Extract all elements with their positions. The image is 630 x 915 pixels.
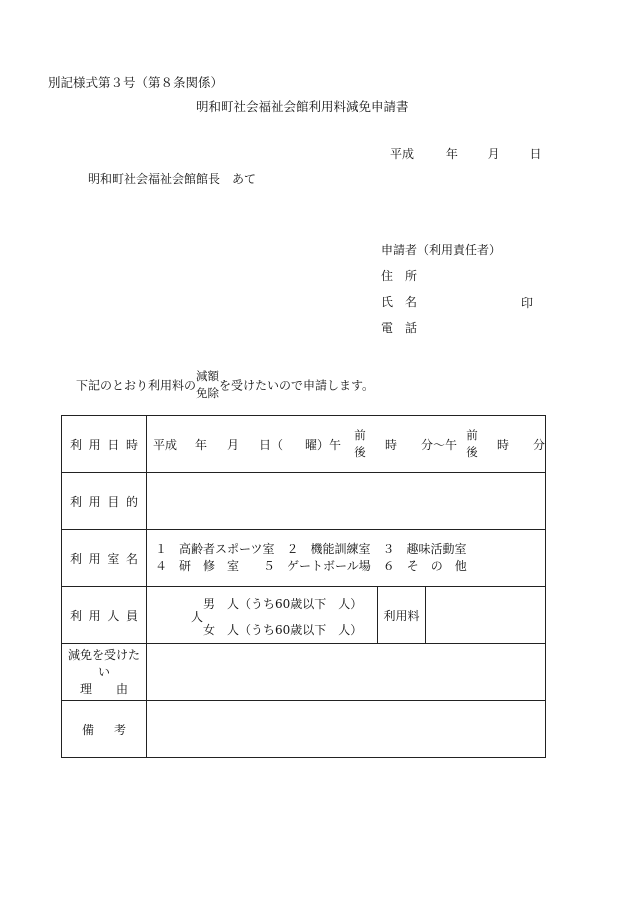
applicant-name: 氏 名 [381,295,418,309]
table-row [62,530,546,587]
reduction-exemption-choice: 減額 免除 [196,369,220,400]
applicant-address: 住 所 [381,269,418,283]
date-month: 月 [487,147,500,161]
ampm-choice-start: 前 後 [354,428,366,459]
table-row [62,587,546,644]
table-row [62,473,546,530]
people-row [146,587,545,644]
applicant-phone: 電 話 [381,321,418,335]
remarks-label: 備 考 [62,701,147,758]
fee-field[interactable] [426,587,545,643]
table-row [62,416,546,473]
request-after: を受けたいので申請します。 [219,378,375,393]
table-row [62,701,546,758]
date-era: 平成 [390,147,415,161]
table-row [62,644,546,701]
request-before: 下記のとおり利用料の [76,378,197,393]
document-title: 明和町社会福祉会館利用料減免申請書 [196,99,409,114]
applicant-block [381,242,534,346]
room-label: 利 用 室 名 [62,530,147,587]
date-day: 日 [529,147,542,161]
date-line [390,145,542,162]
date-year: 年 [445,147,458,161]
people-label: 利 用 人 員 [62,587,147,644]
remarks-field[interactable] [146,701,545,758]
addressee: 明和町社会福祉会館館長 あて [88,172,257,186]
seal-mark: 印 [521,296,534,310]
form-number: 別記様式第３号（第８条関係） [48,75,224,90]
purpose-label: 利 用 目 的 [62,473,147,530]
applicant-heading: 申請者（利用責任者） [381,243,502,257]
datetime-label: 利 用 日 時 [62,416,147,473]
reason-label: 減免を受けたい 理 由 [62,644,147,701]
fee-label: 利用料 [377,587,426,643]
room-options[interactable]: １ 高齢者スポーツ室 ２ 機能訓練室 ３ 趣味活動室 ４ 研 修 室 ５ ゲートボール場 ６ そ の 他 [146,530,545,587]
ampm-choice-end: 前 後 [466,428,478,459]
purpose-field[interactable] [146,473,545,530]
datetime-field[interactable]: 平成 年 月 日（ 曜）午 前 後 時 分～午 前 後 時 分 [146,416,545,473]
request-sentence [76,368,374,402]
people-field[interactable]: 男 人（うち60歳以下 人） 人 女 人（うち60歳以下 人） [190,597,363,637]
application-table [61,415,546,758]
reason-field[interactable] [146,644,545,701]
